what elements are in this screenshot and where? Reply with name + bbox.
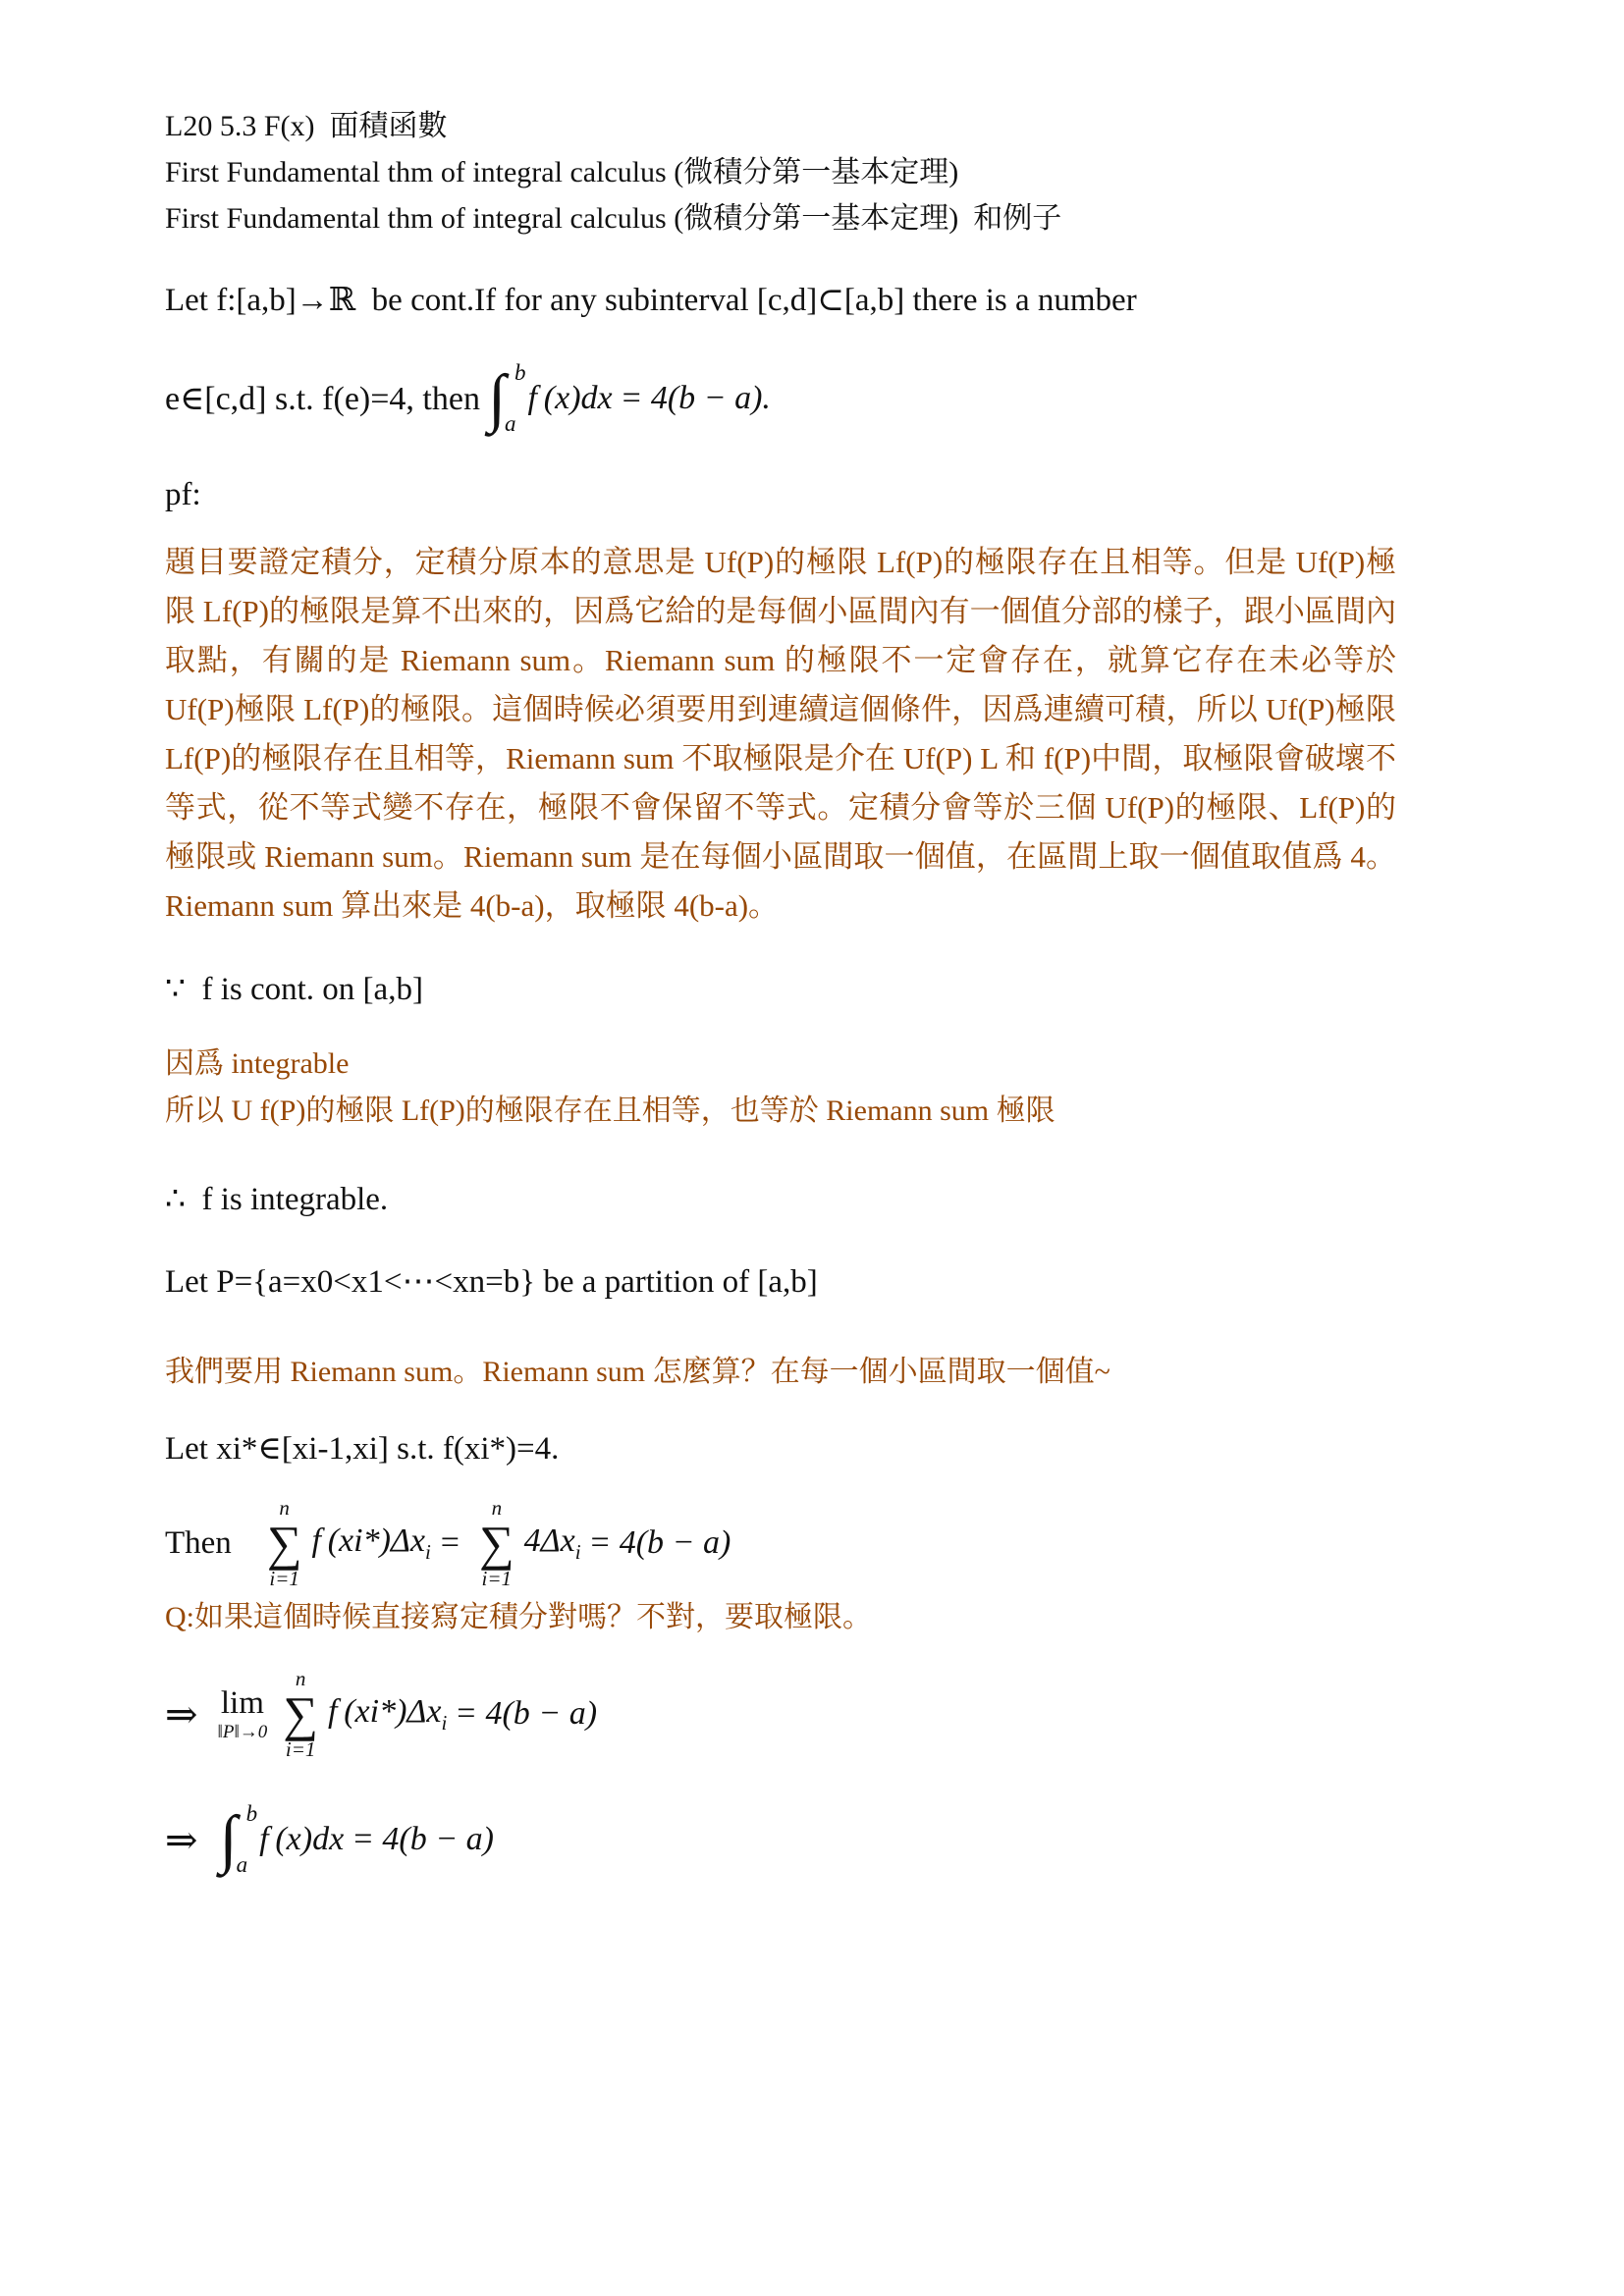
sigma-icon: ∑ — [478, 1515, 514, 1571]
integral-symbol — [219, 1801, 258, 1878]
proof-label: pf: — [165, 477, 201, 512]
sigma-icon: ∑ — [266, 1515, 302, 1571]
then-formula-rhs: 4(b − a) — [619, 1524, 731, 1561]
sigma-icon: ∑ — [283, 1685, 318, 1741]
limit-symbol — [217, 1684, 268, 1742]
limit-body-subscript: i — [441, 1710, 448, 1735]
proof-paragraph: 題目要證定積分，定積分原本的意思是 Uf(P)的極限 Lf(P)的極限存在且相等。但是 Uf(P)極限 Lf(P)的極限是算不出來的，因爲它給的是每個小區間內有一個值分部的樣子，跟小區間內取點，有關的是 Riemann sum。Riemann sum 的極限不一定會存在，就算它存在未必等於 Uf(P)極限 Lf(P)的極限。這個時候必須要用到連續這個條件，因爲連續可積，所以 Uf(P)極限 Lf(P)的極限存在且相等，Riemann sum 不取極限是介在 Uf(P) L 和 f(P)中間，取極限會破壞不等式，從不等式變不存在，極限不會保留不等式。定積分會等於三個 Uf(P)的極限、Lf(P)的極限或 Riemann sum。Riemann sum 是在每個小區間取一個值，在區間上取一個值取值爲 4。Riemann sum 算出來是 4(b-a)，取極限 4(b-a)。 — [165, 545, 1396, 923]
so-limits-line: 所以 U f(P)的極限 Lf(P)的極限存在且相等，也等於 Riemann sum 極限 — [165, 1095, 1056, 1127]
implies-icon: ⇒ — [165, 1691, 198, 1736]
equals-sign: = — [622, 380, 641, 416]
term-1-subscript: i — [424, 1539, 431, 1564]
sum-lower-limit: i=1 — [285, 1736, 316, 1761]
limit-body: f $(xi*)\Delta x_i$ — [327, 1692, 448, 1735]
sum-upper-limit: n — [491, 1495, 503, 1520]
lim-condition: ‖P‖→0 — [217, 1721, 268, 1742]
sum-lower-limit: i=1 — [481, 1566, 513, 1590]
xi-line: Let xi*∈[xi-1,xi] s.t. f(xi*)=4. — [165, 1431, 560, 1467]
limit-formula-rhs: 4(b − a) — [485, 1695, 598, 1732]
then-formula — [165, 1492, 1396, 1594]
brown-notes-block — [165, 1041, 1396, 1135]
equals-sign: = — [590, 1524, 610, 1561]
equals-sign: = — [457, 1695, 476, 1732]
sum-term-2: $4\Delta x_i$ — [523, 1522, 581, 1564]
equation-prefix: e∈[c,d] s.t. f(e)=4, then — [165, 381, 480, 417]
limit-formula — [165, 1663, 1396, 1765]
equals-sign: = — [353, 1821, 373, 1857]
sum-upper-limit: n — [295, 1666, 306, 1690]
integral-upper-bound: b — [245, 1801, 258, 1826]
partition-line: Let P={a=x0<x1<⋯<xn=b} be a partition of [a,b] — [165, 1264, 818, 1300]
term-2-subscript: i — [574, 1539, 581, 1564]
lim-word: lim — [220, 1684, 264, 1721]
final-formula — [165, 1789, 1396, 1891]
because-integrable-line: 因爲 integrable — [165, 1047, 350, 1080]
final-formula-rhs: 4(b − a) — [382, 1821, 494, 1857]
statement-equation — [165, 351, 1396, 446]
integral-upper-bound: b — [514, 360, 526, 385]
header-line-3: First Fundamental thm of integral calculus (微積分第一基本定理) 和例子 — [165, 202, 1062, 235]
summation-symbol — [283, 1666, 318, 1761]
equation-rhs: 4(b − a). — [650, 380, 771, 416]
integrand: f (x)dx — [527, 380, 613, 416]
sum-term-1: f $(xi*)\Delta x_i$ — [311, 1522, 431, 1564]
integral-sign-icon: ∫ — [487, 361, 507, 434]
integral-symbol — [487, 360, 526, 437]
riemann-note-line: 我們要用 Riemann sum。Riemann sum 怎麼算？在每一個小區間取一個值~ — [165, 1356, 1110, 1388]
integral-lower-bound: a — [505, 411, 516, 436]
integral-lower-bound: a — [236, 1852, 248, 1877]
sum-upper-limit: n — [279, 1495, 290, 1520]
summation-symbol — [478, 1495, 514, 1590]
question-note-line: Q:如果這個時候直接寫定積分對嗎？不對，要取極限。 — [165, 1601, 872, 1633]
header-block — [165, 103, 1396, 241]
header-line-2: First Fundamental thm of integral calculus (微積分第一基本定理) — [165, 156, 959, 188]
integral-sign-icon: ∫ — [219, 1802, 238, 1875]
implies-icon: ⇒ — [165, 1817, 198, 1862]
sum-lower-limit: i=1 — [269, 1566, 299, 1590]
because-cont-line: ∵ f is cont. on [a,b] — [165, 972, 423, 1007]
final-integrand: f (x)dx — [259, 1821, 345, 1857]
statement-line: Let f:[a,b]→ℝ be cont.If for any subinterval [c,d]⊂[a,b] there is a number — [165, 283, 1137, 318]
then-label: Then — [165, 1524, 232, 1561]
header-line-1: L20 5.3 F(x) 面積函數 — [165, 110, 448, 142]
therefore-line: ∴ f is integrable. — [165, 1182, 389, 1217]
equals-sign: = — [440, 1524, 460, 1561]
summation-symbol — [266, 1495, 302, 1590]
